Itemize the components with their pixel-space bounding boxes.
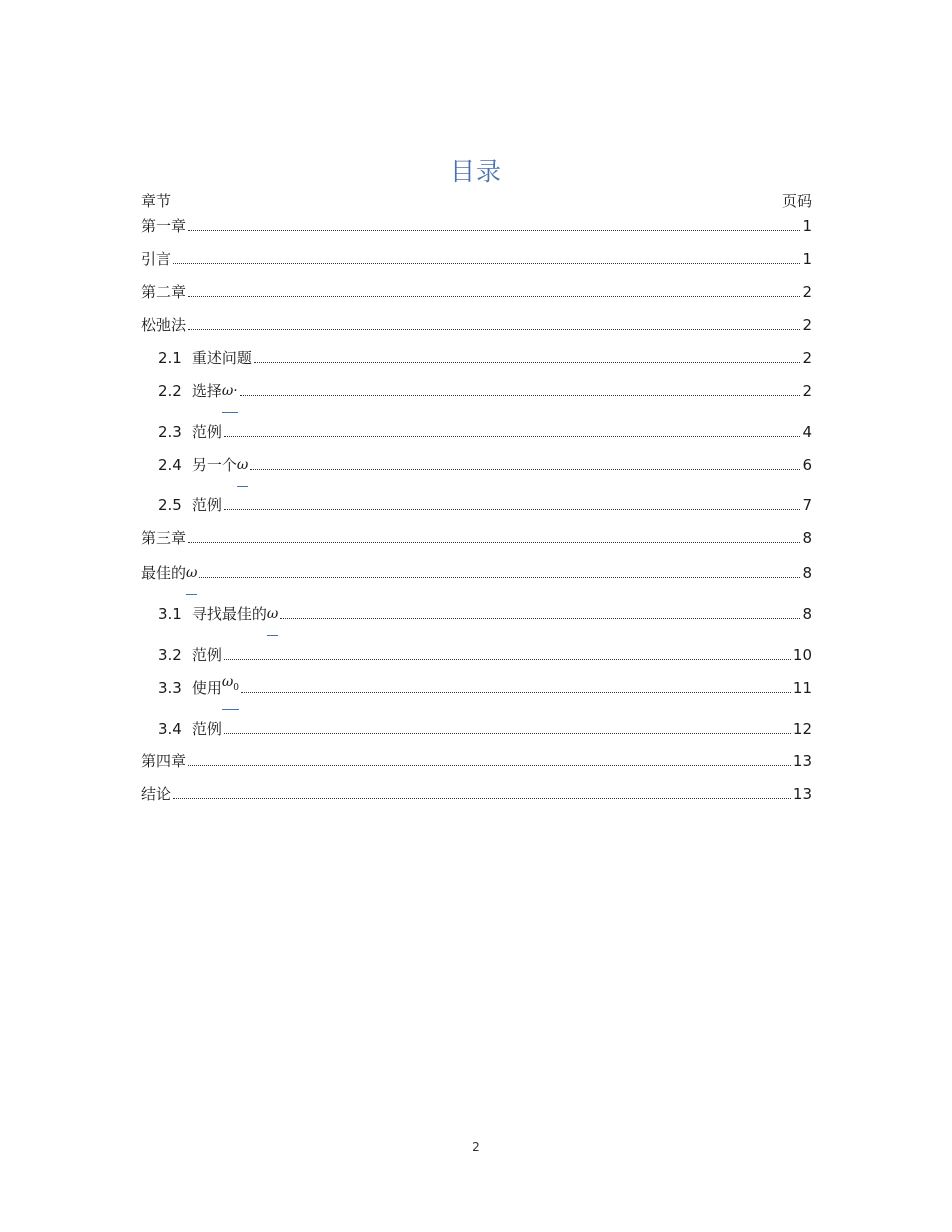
toc-title: 目录 — [449, 157, 502, 186]
toc-entry-page: 2 — [802, 316, 812, 334]
toc-entry-label: 重述问题 — [191, 349, 252, 367]
toc-entry[interactable] — [158, 451, 812, 475]
toc-entry[interactable] — [158, 418, 812, 442]
omega-symbol — [222, 381, 238, 401]
dot-leader — [173, 797, 791, 799]
toc-entry-page: 2 — [802, 349, 812, 367]
dot-leader — [280, 617, 800, 619]
toc-entry[interactable] — [158, 377, 812, 401]
toc-entry[interactable] — [158, 600, 812, 624]
omega-symbol-text: ω — [266, 606, 279, 622]
toc-entry[interactable] — [141, 559, 812, 583]
toc-entry-page: 8 — [802, 529, 812, 547]
toc-entry[interactable] — [158, 344, 812, 368]
toc-entry-number: 2.2 — [158, 382, 182, 400]
toc-entry-label: 范例 — [191, 423, 222, 441]
dot-leader — [199, 576, 800, 578]
omega-symbol — [267, 604, 278, 624]
dot-leader — [224, 508, 801, 510]
toc-entry-page: 4 — [802, 423, 812, 441]
toc-entry-number: 3.3 — [158, 679, 182, 697]
dot-leader — [250, 468, 800, 470]
toc-entry[interactable] — [141, 245, 812, 269]
toc-entry-number: 2.1 — [158, 349, 182, 367]
dot-leader — [224, 658, 791, 660]
toc-entry[interactable] — [141, 212, 812, 236]
toc-entry-label: 第四章 — [141, 752, 187, 770]
omega-symbol-text: ω — [221, 674, 234, 691]
toc-entry-page: 13 — [792, 785, 812, 803]
dot-leader — [173, 262, 800, 264]
dot-leader — [188, 328, 800, 330]
toc-entry-page: 13 — [792, 752, 812, 770]
toc-entry-page: 2 — [802, 382, 812, 400]
toc-entry[interactable] — [141, 524, 812, 548]
dot-leader — [188, 295, 800, 297]
omega-symbol — [186, 563, 197, 583]
toc-entry[interactable] — [158, 715, 812, 739]
omega-symbol-text: ω — [186, 565, 198, 581]
toc-entry-page: 8 — [802, 564, 812, 582]
toc-entry-label: 范例 — [191, 646, 222, 664]
toc-header-page: 页码 — [781, 192, 812, 210]
toc-entry-page: 6 — [802, 456, 812, 474]
toc-entry-page: 12 — [792, 720, 812, 738]
toc-entry-label: 第一章 — [141, 217, 187, 235]
toc-entry-label: 选择 — [191, 382, 222, 400]
toc-entry-page: 1 — [802, 250, 812, 268]
toc-entry-label: 范例 — [191, 496, 222, 514]
dot-leader — [240, 394, 801, 396]
toc-entry[interactable] — [141, 278, 812, 302]
toc-entry-page: 7 — [802, 496, 812, 514]
omega-symbol — [222, 672, 239, 698]
toc-entry-number: 3.4 — [158, 720, 182, 738]
toc-entry-label: 结论 — [141, 785, 172, 803]
toc-entry-label: 第二章 — [141, 283, 187, 301]
toc-entry-page: 10 — [792, 646, 812, 664]
omega-subscript: 0 — [233, 683, 240, 693]
toc-entry-page: 1 — [802, 217, 812, 235]
page-number: 2 — [472, 1140, 480, 1154]
toc-entry-label: 寻找最佳的 — [191, 605, 267, 623]
toc-entry[interactable] — [141, 780, 812, 804]
toc-entry-number: 2.5 — [158, 496, 182, 514]
toc-entry-page: 2 — [802, 283, 812, 301]
toc-header — [141, 190, 812, 211]
dot-leader — [254, 361, 801, 363]
toc-entry-page: 11 — [792, 679, 812, 697]
toc-entry[interactable] — [158, 674, 812, 698]
toc-entry-number: 3.1 — [158, 605, 182, 623]
dot-leader — [188, 541, 800, 543]
toc-entry[interactable] — [141, 747, 812, 771]
toc-header-chapter: 章节 — [141, 192, 172, 210]
dot-leader — [224, 435, 801, 437]
dot-leader — [188, 764, 791, 766]
toc-entry-label: 另一个 — [191, 456, 237, 474]
omega-symbol-text: ω — [236, 457, 249, 473]
omega-symbol-text: ω· — [221, 383, 238, 399]
toc-entry-label: 使用 — [191, 679, 222, 697]
dot-leader — [224, 732, 791, 734]
dot-leader — [241, 691, 791, 693]
toc-entry-number: 2.3 — [158, 423, 182, 441]
toc-entry[interactable] — [158, 641, 812, 665]
toc-entry-number: 3.2 — [158, 646, 182, 664]
toc-entry-label: 最佳的 — [141, 564, 187, 582]
toc-entry-label: 范例 — [191, 720, 222, 738]
toc-entry-label: 引言 — [141, 250, 172, 268]
toc-entry-label: 第三章 — [141, 529, 187, 547]
toc-entry-label: 松弛法 — [141, 316, 187, 334]
toc-entry[interactable] — [141, 311, 812, 335]
toc-entry[interactable] — [158, 491, 812, 515]
dot-leader — [188, 229, 800, 231]
toc-entry-page: 8 — [802, 605, 812, 623]
omega-symbol — [237, 455, 248, 475]
toc-entry-number: 2.4 — [158, 456, 182, 474]
